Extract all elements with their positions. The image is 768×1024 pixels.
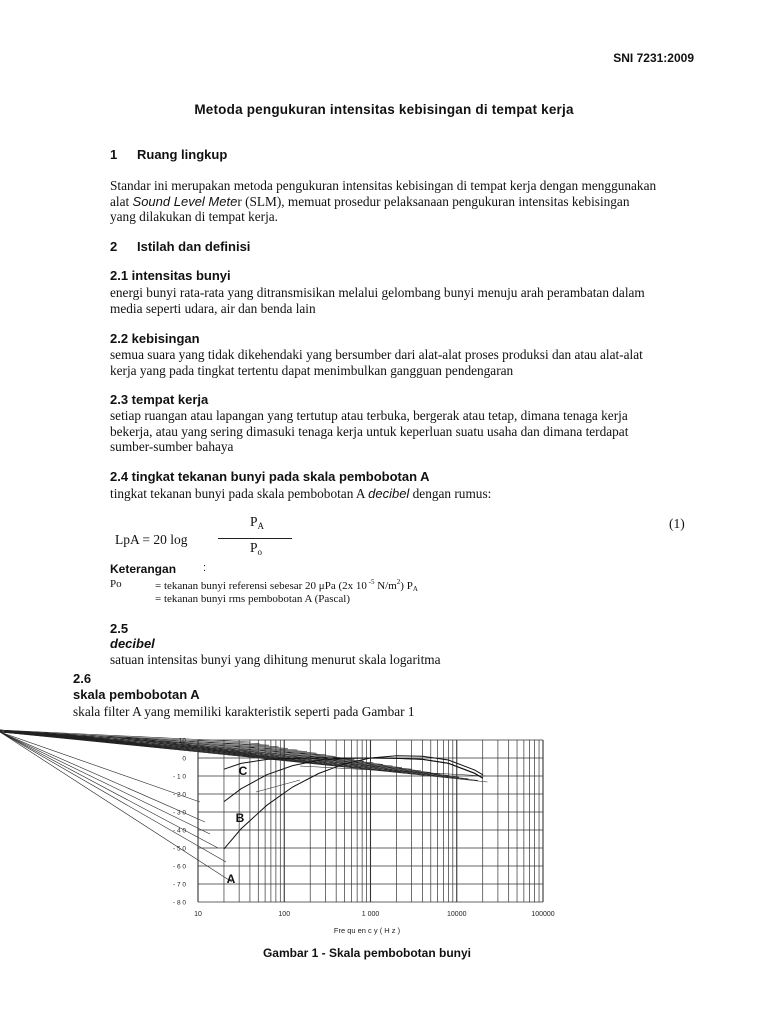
x-tick-label: 10000 (447, 911, 467, 918)
section-2-heading (110, 239, 250, 254)
subsection-2-3-body (110, 408, 696, 455)
y-tick-labels (173, 738, 186, 907)
x-tick-label: 1 000 (361, 911, 380, 918)
body-line (110, 194, 696, 210)
subscript: A (412, 585, 418, 593)
weighting-curve-a (224, 756, 483, 849)
body-line: semua suara yang tidak dikehendaki yang bersumber dari alat-alat proses produksi dan atau alat-alat (110, 347, 643, 362)
formula-subscript: A (257, 521, 265, 531)
formula-denominator (250, 540, 262, 557)
formula-subscript: o (257, 547, 263, 557)
body-line: bekerja, atau yang sering dimasuki tenaga kerja untuk keperluan suatu usaha dan dimana terdapat (110, 423, 629, 439)
artifact-line (0, 732, 232, 882)
keterangan-definition: = tekanan bunyi rms pembobotan A (Pascal) (155, 593, 350, 605)
section-1-heading (110, 147, 227, 162)
subsection-2-2-heading: 2.2 kebisingan (110, 331, 200, 346)
y-tick-label: 10 (178, 737, 186, 745)
body-line: sumber-sumber bahaya (110, 439, 234, 455)
subsection-2-5-body: satuan intensitas bunyi yang dihitung menurut skala logaritma (110, 652, 441, 667)
formula-lhs: LpA = 20 log (115, 532, 188, 547)
body-text: dengan rumus: (409, 486, 492, 501)
formula-numerator (250, 514, 264, 531)
subsection-2-5-number: 2.5 (110, 621, 129, 636)
y-tick-label: - 4 0 (172, 827, 186, 835)
y-tick-label: - 2 0 (172, 791, 186, 799)
y-tick-label: - 3 0 (172, 809, 186, 817)
subsection-2-4-body (110, 486, 696, 502)
section-1-body (110, 178, 696, 225)
body-text: tingkat tekanan bunyi pada skala pembobotan A (110, 486, 369, 501)
definition-text: N/m (374, 580, 397, 592)
chart-series (224, 756, 483, 849)
subsection-2-4-heading: 2.4 tingkat tekanan bunyi pada skala pembobotan A (110, 469, 430, 484)
standard-code: SNI 7231:2009 (613, 51, 694, 65)
x-tick-label: 100 (278, 911, 291, 918)
x-tick-labels (194, 911, 555, 918)
curve-label-b: B (235, 811, 245, 825)
body-line: energi bunyi rata-rata yang ditransmisikan melalui gelombang bunyi menuju arah perambatan dalam (110, 285, 645, 300)
y-tick-label: - 7 0 (172, 881, 186, 889)
y-tick-label: - 1 0 (172, 773, 186, 781)
keterangan-term: Po (110, 578, 122, 590)
subsection-2-2-body (110, 347, 696, 378)
body-line: Standar ini merupakan metoda pengukuran intensitas kebisingan di tempat kerja dengan menggunakan (110, 178, 657, 193)
artifact-line (0, 732, 226, 862)
emphasis-text: decibel (368, 486, 410, 501)
figure-caption: Gambar 1 - Skala pembobotan bunyi (262, 946, 472, 960)
formula-symbol: P (250, 514, 258, 529)
scan-artifact-lines (0, 730, 488, 882)
keterangan-colon: : (203, 562, 207, 574)
subsection-2-6-term: skala pembobotan A (73, 687, 200, 702)
document-title: Metoda pengukuran intensitas kebisingan di tempat kerja (194, 102, 574, 117)
y-tick-label: - 5 0 (172, 845, 186, 853)
formula-symbol: P (250, 540, 258, 555)
fraction-bar (218, 538, 292, 539)
section-title: Ruang lingkup (137, 147, 228, 162)
y-tick-label: 0 (182, 755, 186, 763)
superscript: 2 (396, 578, 401, 586)
body-line: media seperti udara, air dan benda lain (110, 300, 316, 316)
superscript: -5 (366, 578, 375, 586)
artifact-line (0, 730, 336, 756)
section-number: 2 (110, 239, 118, 254)
weighting-chart (0, 722, 768, 940)
keterangan-definition (155, 578, 418, 593)
body-line: yang dilakukan di tempat kerja. (110, 209, 279, 225)
curve-label-c: C (238, 764, 248, 778)
subsection-2-1-body (110, 285, 696, 316)
subsection-2-5-term: decibel (110, 636, 155, 651)
y-tick-label: - 8 0 (172, 899, 186, 907)
subsection-2-6-body: skala filter A yang memiliki karakteristik seperti pada Gambar 1 (73, 704, 415, 719)
definition-text: ) P (400, 580, 413, 592)
equation-number: (1) (669, 516, 685, 531)
artifact-line (256, 780, 300, 792)
subsection-2-3-heading: 2.3 tempat kerja (110, 392, 209, 407)
body-line: setiap ruangan atau lapangan yang tertutup atau terbuka, bergerak atau tetap, dimana tenaga kerja (110, 408, 628, 423)
definition-text: = tekanan bunyi referensi sebesar 20 μPa (2x 10 (155, 580, 367, 592)
subsection-2-1-heading: 2.1 intensitas bunyi (110, 268, 231, 283)
x-tick-label: 100000 (531, 911, 555, 918)
body-line: kerja yang pada tingkat tertentu dapat menimbulkan gangguan pendengaran (110, 362, 514, 378)
x-tick-label: 10 (194, 911, 202, 918)
section-title: Istilah dan definisi (137, 239, 251, 254)
emphasis-text: Sound Level Mete (132, 193, 238, 209)
body-text: r (SLM), memuat prosedur pelaksanaan pengukuran intensitas kebisingan (237, 193, 630, 209)
body-text: alat (110, 193, 133, 209)
subsection-2-6-number: 2.6 (73, 671, 92, 686)
curve-labels (227, 764, 248, 886)
keterangan-label: Keterangan (110, 562, 177, 576)
x-axis-label: Fre qu en c y ( H z ) (333, 926, 401, 935)
curve-label-a: A (226, 872, 236, 886)
section-number: 1 (110, 147, 118, 162)
y-tick-label: - 6 0 (172, 863, 186, 871)
